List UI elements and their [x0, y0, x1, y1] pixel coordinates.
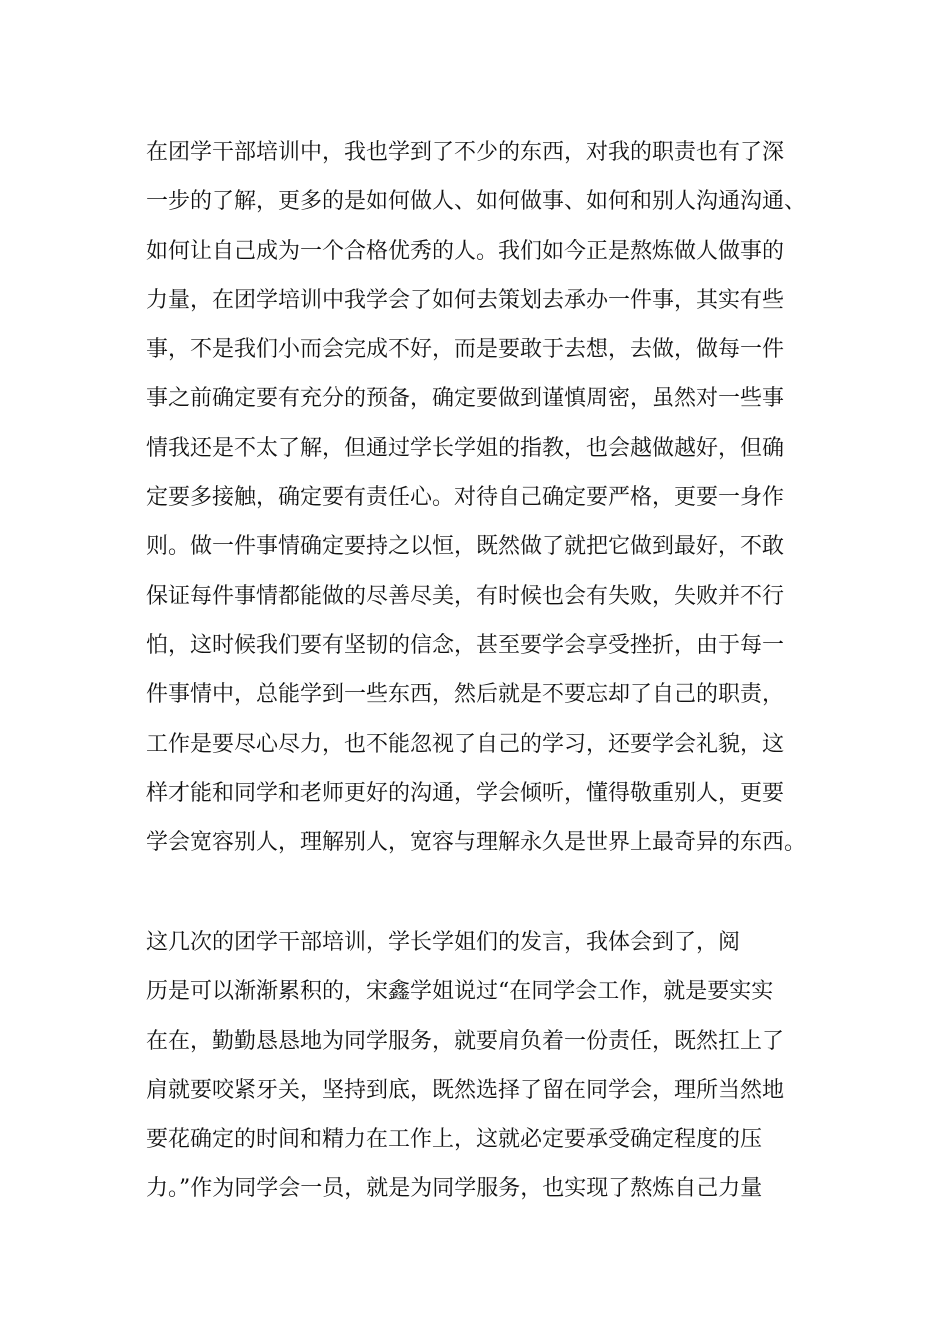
text-line: 情我还是不太了解，但通过学长学姐的指教，也会越做越好，但确: [146, 435, 785, 461]
text-line: 事，不是我们小而会完成不好，而是要敢于去想，去做，做每一件: [146, 337, 785, 363]
text-line: 保证每件事情都能做的尽善尽美，有时候也会有失败，失败并不行: [146, 583, 785, 609]
text-line: 一步的了解，更多的是如何做人、如何做事、如何和别人沟通沟通、: [146, 189, 807, 215]
text-line: 要花确定的时间和精力在工作上，这就必定要承受确定程度的压: [146, 1127, 763, 1153]
text-line: 力。”作为同学会一员，就是为同学服务，也实现了熬炼自己力量: [146, 1176, 763, 1202]
text-line: 怕，这时候我们要有坚韧的信念，甚至要学会享受挫折，由于每一: [146, 632, 785, 658]
text-line: 样才能和同学和老师更好的沟通，学会倾听，懂得敬重别人，更要: [146, 780, 785, 806]
text-line: 历是可以渐渐累积的，宋鑫学姐说过“在同学会工作，就是要实实: [146, 979, 774, 1005]
text-line: 事之前确定要有充分的预备，确定要做到谨慎周密，虽然对一些事: [146, 386, 785, 412]
text-line: 这几次的团学干部培训，学长学姐们的发言，我体会到了，阅: [146, 930, 741, 955]
paragraph-1: [146, 138, 826, 877]
text-line: 则。做一件事情确定要持之以恒，既然做了就把它做到最好，不敢: [146, 534, 785, 560]
text-line: 件事情中，总能学到一些东西，然后就是不要忘却了自己的职责，: [146, 682, 785, 708]
text-line: 肩就要咬紧牙关，坚持到底，既然选择了留在同学会，理所当然地: [146, 1077, 785, 1103]
text-line: 力量，在团学培训中我学会了如何去策划去承办一件事，其实有些: [146, 287, 785, 313]
text-line: 定要多接触，确定要有责任心。对待自己确定要严格，更要一身作: [146, 485, 785, 511]
text-line: 工作是要尽心尽力，也不能忽视了自己的学习，还要学会礼貌，这: [146, 731, 785, 757]
text-line: 学会宽容别人，理解别人，宽容与理解永久是世界上最奇异的东西。: [146, 830, 807, 856]
text-line: 在在，勤勤恳恳地为同学服务，就要肩负着一份责任，既然扛上了: [146, 1028, 785, 1054]
paragraph-2: [146, 928, 826, 1224]
text-line: 如何让自己成为一个合格优秀的人。我们如今正是熬炼做人做事的: [146, 238, 785, 264]
text-line: 在团学干部培训中，我也学到了不少的东西，对我的职责也有了深: [146, 140, 785, 165]
